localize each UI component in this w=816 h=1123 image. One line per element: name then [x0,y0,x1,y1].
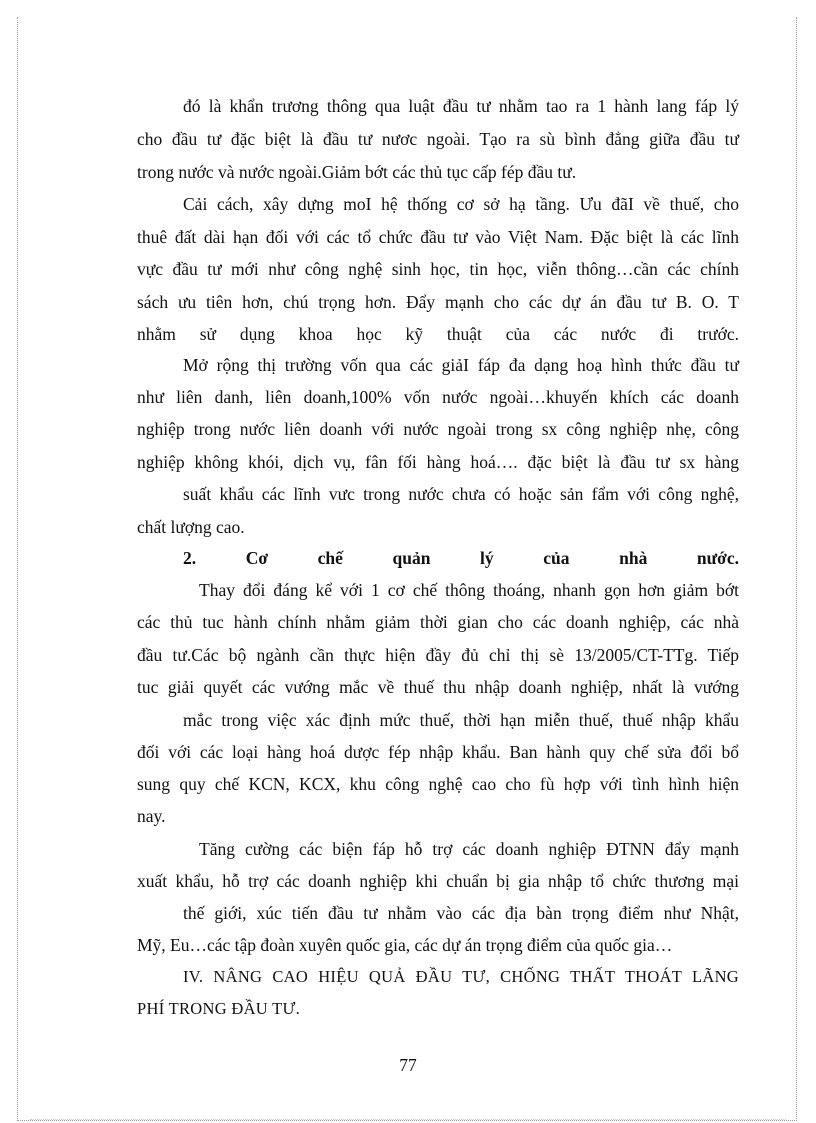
page-bottom-rule [30,1119,786,1120]
text-line: sung quy chế KCN, KCX, khu công nghệ cao cho fù hợp với tình hình hiện [137,774,739,794]
text-line: đó là khẩn trương thông qua luật đầu tư nhằm tao ra 1 hành lang fáp lý [183,96,739,116]
page-number: 77 [399,1055,417,1075]
text-line: Tăng cường các biện fáp hỗ trợ các doanh nghiệp ĐTNN đẩy mạnh [199,839,739,859]
text-line: thuê đất dài hạn đối với các tổ chức đầu tư vào Việt Nam. Đặc biệt là các lĩnh [137,227,739,247]
text-line: Cải cách, xây dựng moI hệ thống cơ sở hạ tầng. Ưu đãI về thuế, cho [183,194,739,214]
text-line: vực đầu tư mới như công nghệ sinh học, tin học, viễn thông…cần các chính [137,259,739,279]
text-line: đầu tư.Các bộ ngành cần thực hiện đầy đủ chỉ thị sè 13/2005/CT-TTg. Tiếp [137,645,739,665]
text-line: xuất khẩu, hỗ trợ các doanh nghiệp khi chuẩn bị gia nhập tổ chức thương mại [137,871,739,891]
text-line: Mở rộng thị trường vốn qua các giảI fáp đa dạng hoạ hình thức đầu tư [183,355,739,375]
text-line: suất khẩu các lĩnh vưc trong nước chưa có hoặc sản fẩm với công nghệ, [183,484,739,504]
text-line: nghiệp trong nước liên doanh với nước ngoài trong sx công nghiệp nhẹ, công [137,419,739,439]
text-line: Thay đổi đáng kể với 1 cơ chế thông thoáng, nhanh gọn hơn giảm bớt [199,580,739,600]
text-line: đối với các loại hàng hoá dược fép nhập khẩu. Ban hành quy chế sửa đổi bổ [137,742,739,762]
text-line: nay. [137,806,166,826]
section-heading: 2. Cơ chế quản lý của nhà nước. [183,548,739,568]
text-line: thế giới, xúc tiến đầu tư nhằm vào các địa bàn trọng điểm như Nhật, [183,903,739,923]
text-line: mắc trong việc xác định mức thuế, thời hạn miễn thuế, thuế nhập khẩu [183,710,739,730]
section-heading: IV. NÂNG CAO HIỆU QUẢ ĐẦU TƯ, CHỐNG THẤT THOÁT LÃNG [183,967,739,986]
text-line: trong nước và nước ngoài.Giảm bớt các thủ tục cấp fép đầu tư. [137,162,577,182]
text-line: tuc giải quyết các vướng mắc về thuế thu nhập doanh nghiệp, nhất là vướng [137,677,739,697]
text-line: Mỹ, Eu…các tập đoàn xuyên quốc gia, các dự án trọng điểm của quốc gia… [137,935,673,955]
text-line: các thủ tuc hành chính nhằm giảm thời gian cho các doanh nghiệp, các nhà [137,612,739,632]
text-line: nghiệp không khói, dịch vụ, fân fối hàng hoá…. đặc biệt là đầu tư sx hàng [137,452,739,472]
section-heading: PHÍ TRONG ĐẦU TƯ. [137,999,301,1018]
text-line: nhằm sử dụng khoa học kỹ thuật của các nước đi trước. [137,324,739,344]
text-line: sách ưu tiên hơn, chú trọng hơn. Đẩy mạnh cho các dự án đầu tư B. O. T [137,292,739,312]
text-line: chất lượng cao. [137,517,245,537]
text-line: như liên danh, liên doanh,100% vốn nước ngoài…khuyến khích các doanh [137,387,739,407]
text-line: cho đầu tư đặc biệt là đầu tư nươc ngoài. Tạo ra sù bình đẳng giữa đầu tư [137,129,739,149]
